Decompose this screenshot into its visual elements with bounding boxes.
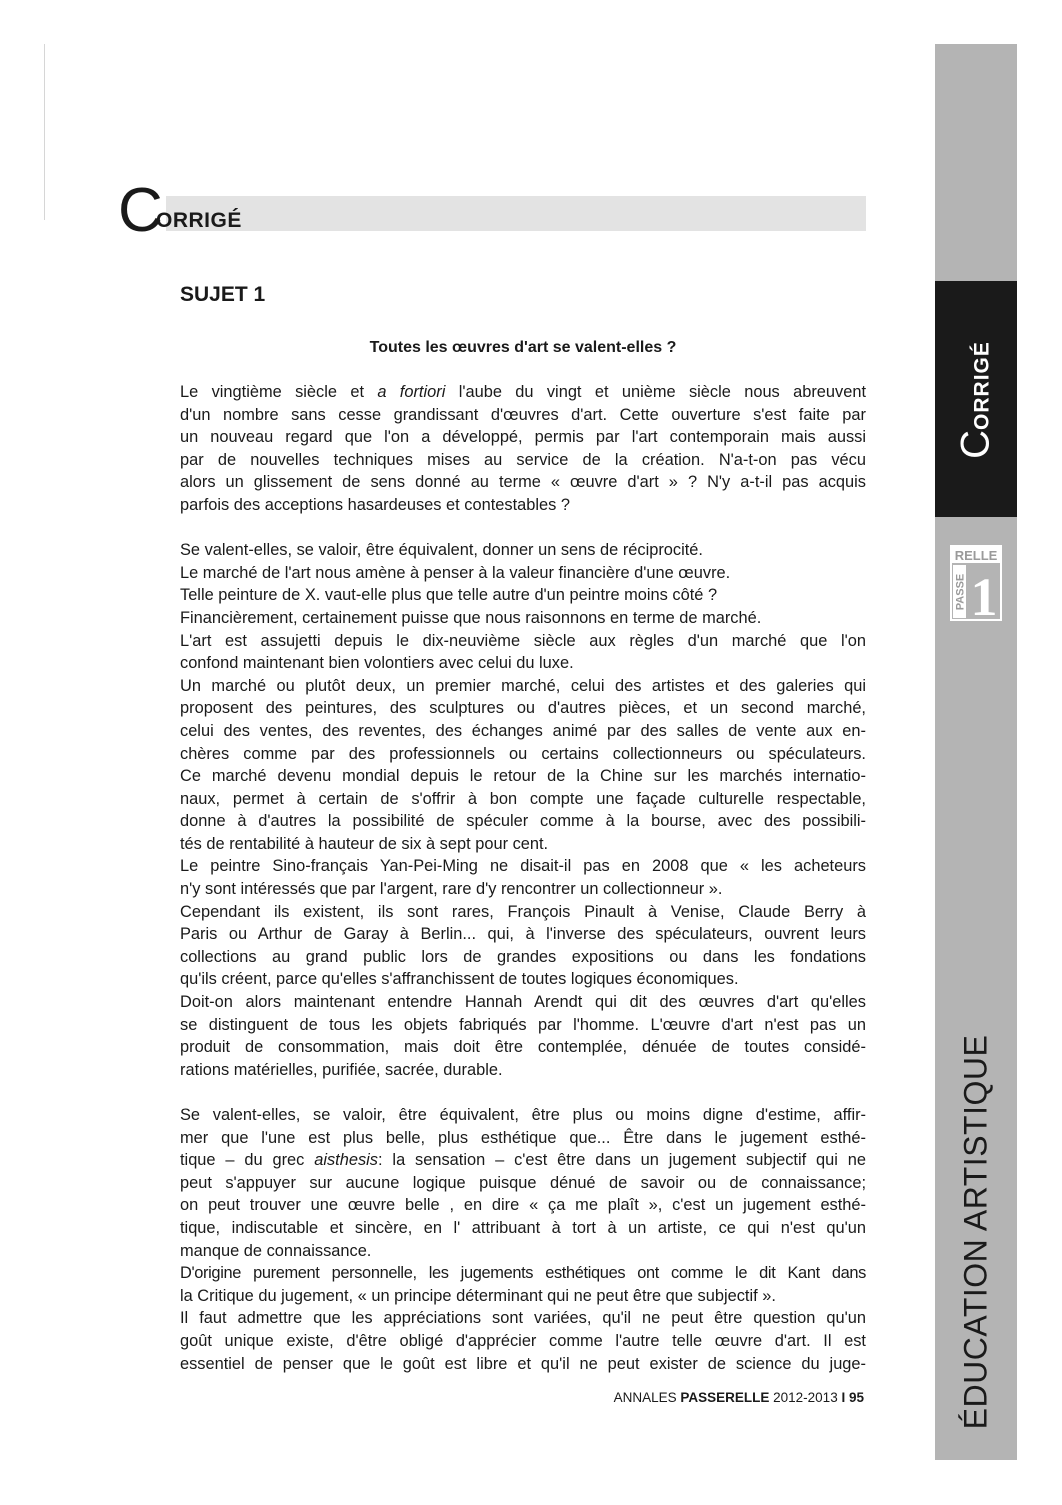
paragraph-line: Le peintre Sino-français Yan-Pei-Ming ne disait-il pas en 2008 que « les acheteurs: [180, 857, 866, 876]
page-number: 95: [845, 1390, 864, 1405]
paragraph-line: manque de connaissance.: [180, 1241, 372, 1260]
logo-top-text: RELLE: [954, 548, 998, 563]
paragraph-line: Cependant ils existent, ils sont rares, François Pinault à Venise, Claude Berry à: [180, 902, 866, 921]
paragraph-line: peut s'appuyer sur aucune logique puisque dénué de savoir ou de connaissance;: [180, 1173, 866, 1192]
paragraph-line: chères comme par des professionnels ou certains collectionneurs ou spéculateurs.: [180, 744, 866, 763]
logo-side-text: PASSE: [954, 573, 967, 611]
crop-mark: [44, 44, 45, 220]
paragraph-line: proposent des peintures, des sculptures ou d'autres pièces, et un second marché,: [180, 699, 866, 718]
paragraph-line: parfois des acceptions hasardeuses et contestables ?: [180, 495, 570, 514]
section-title: ÉDUCATION ARTISTIQUE: [957, 1034, 994, 1430]
paragraph-line: Financièrement, certainement puisse que nous raisonnons en terme de marché.: [180, 608, 762, 627]
paragraph-line: se distinguent de tous les objets fabriqués par l'homme. L'œuvre d'art n'est pas un: [180, 1015, 866, 1034]
subject-question: Toutes les œuvres d'art se valent-elles ?: [369, 339, 677, 356]
paragraph-line: on peut trouver une œuvre belle , en dire « ça me plaît », c'est un jugement esthé-: [180, 1196, 866, 1215]
subject-label: SUJET 1: [180, 283, 266, 306]
paragraph-gap: [180, 517, 866, 540]
footer-brand: PASSERELLE: [680, 1390, 770, 1405]
paragraph-line: celui des ventes, des reventes, des échanges animé par des salles de vente aux en-: [180, 721, 866, 740]
paragraph-line: alors un glissement de sens donné au terme « œuvre d'art » ? N'y a-t-il pas acquis: [180, 473, 866, 492]
paragraph-line: Ce marché devenu mondial depuis le retour de la Chine sur les marchés internatio-: [180, 767, 866, 786]
paragraph-line: produit de consommation, mais doit être contemplée, dénuée de toutes considé-: [180, 1038, 866, 1057]
sidebar-corrige-label: CORRIGÉ: [953, 341, 998, 459]
paragraph-line: collections au grand public lors de grandes expositions ou dans les fondations: [180, 947, 866, 966]
paragraph-line: tique – du grec aisthesis: la sensation – c'est être dans un jugement subjectif qui ne: [180, 1151, 866, 1170]
paragraph-line: un nouveau regard que l'on a développé, permis par l'art contemporain mais aussi: [180, 428, 866, 447]
paragraph-gap: [180, 1081, 866, 1104]
paragraph-line: Le marché de l'art nous amène à penser à la valeur financière d'une œuvre.: [180, 563, 731, 582]
paragraph-line: L'art est assujetti depuis le dix-neuvième siècle aux règles d'un marché que l'on: [180, 631, 866, 650]
passerelle-1-logo: [950, 545, 1002, 621]
paragraph-line: goût unique existe, d'être obligé d'apprécier comme l'autre telle œuvre d'art. Il est: [180, 1331, 866, 1350]
paragraph-line: Telle peinture de X. vaut-elle plus que telle autre d'un peintre moins côté ?: [180, 586, 718, 605]
paragraph-line: D'origine purement personnelle, les jugements esthétiques ont comme le dit Kant dans: [180, 1264, 866, 1283]
header-title-initial: C: [118, 176, 163, 245]
paragraph-line: tique, indiscutable et sincère, en l' attribuant à tort à un artiste, ce qui n'est qu'un: [180, 1218, 866, 1237]
paragraph-line: Le vingtième siècle et a fortiori l'aube du vingt et unième siècle nous abreuvent: [180, 383, 866, 401]
paragraph-line: qu'ils créent, parce qu'elles s'affranchissent de toutes logiques économiques.: [180, 970, 739, 989]
paragraph-line: Un marché ou plutôt deux, un premier marché, celui des artistes et des galeries qui: [180, 676, 866, 695]
paragraph-line: confond maintenant bien volontiers avec celui du luxe.: [180, 654, 574, 673]
logo-number: 1: [970, 567, 998, 621]
paragraph-line: donne à d'autres la possibilité de spéculer comme à la bourse, avec des possibili-: [180, 812, 866, 831]
paragraph-line: d'un nombre sans cesse grandissant d'œuvres d'art. Cette ouverture s'est faite par: [180, 405, 866, 424]
paragraph-line: essentiel de penser que le goût est libre et qu'il ne peut exister de science du juge-: [180, 1354, 866, 1373]
article-body: [180, 381, 866, 1375]
paragraph-line: Doit-on alors maintenant entendre Hannah Arendt qui dit des œuvres d'art qu'elles: [180, 993, 866, 1012]
paragraph-line: n'y sont intéressés que par l'argent, rare d'y rencontrer un collectionneur ».: [180, 880, 723, 899]
paragraph-line: par de nouvelles techniques mises au service de la création. N'a-t-on pas vécu: [180, 450, 866, 469]
paragraph-line: rations matérielles, purifiée, sacrée, durable.: [180, 1060, 503, 1079]
header-band: [166, 196, 866, 231]
paragraph-line: la Critique du jugement, « un principe déterminant qui ne peut être que subjectif ».: [180, 1286, 776, 1305]
paragraph-line: Il faut admettre que les appréciations sont variées, qu'il ne peut être question qu'un: [180, 1309, 866, 1328]
paragraph-line: naux, permet à certain de s'offrir à bon compte une façade culturelle respectable,: [180, 789, 866, 808]
paragraph-line: Se valent-elles, se valoir, être équivalent, donner un sens de réciprocité.: [180, 541, 703, 560]
header-title: ORRIGÉ: [156, 209, 242, 232]
paragraph-line: mer que l'une est plus belle, plus esthétique que... Être dans le jugement esthé-: [180, 1128, 866, 1147]
paragraph-line: tés de rentabilité à hauteur de six à sept pour cent.: [180, 834, 549, 853]
paragraph-line: Paris ou Arthur de Garay à Berlin... qui, à l'inverse des spéculateurs, ouvrent leurs: [180, 925, 866, 944]
page-footer: ANNALES PASSERELLE 2012-2013 I 95: [613, 1390, 864, 1405]
paragraph-line: Se valent-elles, se valoir, être équivalent, être plus ou moins digne d'estime, affir-: [180, 1106, 866, 1124]
